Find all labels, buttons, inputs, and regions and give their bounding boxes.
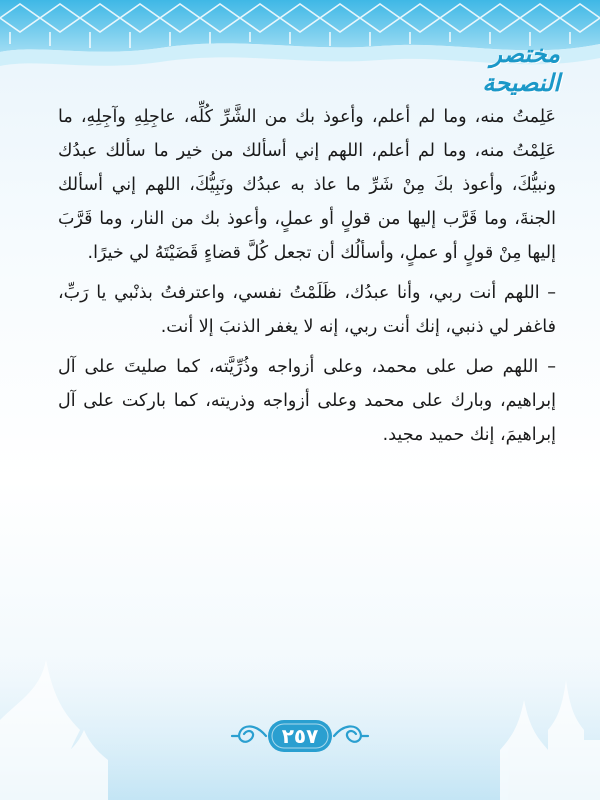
paragraph-1: عَلِمتُ منه، وما لم أعلم، وأعوذ بك من الشَّرِّ كُلِّه، عاجِلِهِ وآجِلِهِ، ما عَلِمْتُ منه، وما لم أعلم، اللهم إني أسألك من خير ما سألك عبدُك ونبيُّكَ، وأعوذ بكَ مِنْ شَرِّ ما عاذ به عبدُك ونَبِيُّكَ، اللهم إني أسألك الجنةَ، وما قَرَّب إليها من قولٍ أو عملٍ، وأعوذ بك من النار، وما قَرَّبَ إليها مِنْ قولٍ أو عملٍ، وأسألُك أن تجعل كُلَّ قضاءٍ قَضَيْتَهُ لي خيرًا. <box>58 107 556 263</box>
paragraph-3: – اللهم صل على محمد، وعلى أزواجه وذُرِّيَّته، كما صليتَ على آل إبراهيم، وبارك على محمد وعلى أزواجه وذريته، كما باركت على آل إبراهيمَ، إنك حميد مجيد. <box>58 357 556 445</box>
paragraph-2: – اللهم أنت ربي، وأنا عبدُك، ظَلَمْتُ نفسي، واعترفتُ بذنْبي يا رَبِّ، فاغفر لي ذنبي، إنك أنت ربي، إنه لا يغفر الذنبَ إلا أنت. <box>58 283 556 337</box>
book-title-logo <box>410 39 560 97</box>
page-number-ornament <box>226 716 374 756</box>
page-number: ٢٥٧ <box>281 724 319 748</box>
book-title: مختصر النصيحة <box>482 39 560 97</box>
page-body <box>58 100 556 458</box>
